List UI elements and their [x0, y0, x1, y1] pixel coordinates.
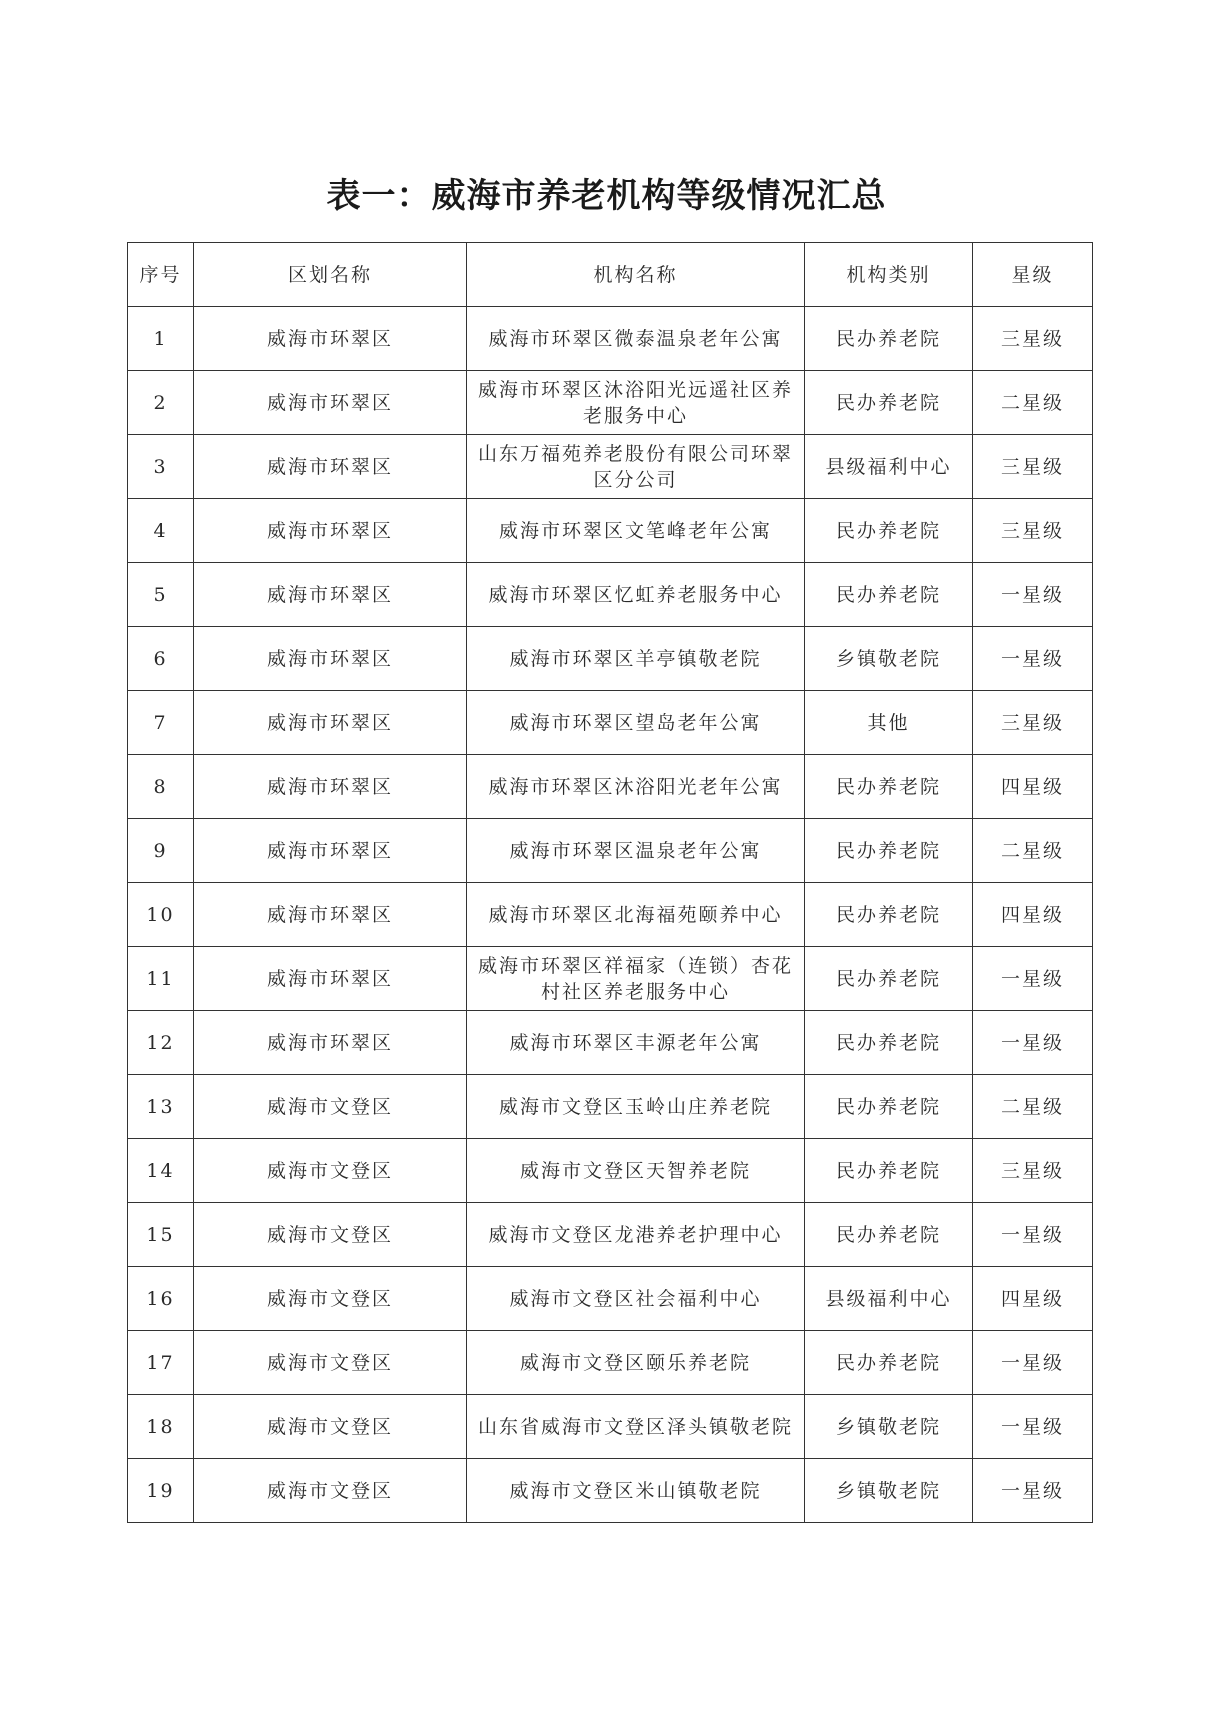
cell-region: 威海市文登区: [194, 1139, 467, 1203]
cell-no: 9: [128, 819, 194, 883]
cell-no: 14: [128, 1139, 194, 1203]
cell-level: 四星级: [973, 755, 1093, 819]
table-row: [128, 307, 1093, 371]
cell-level: 三星级: [973, 1139, 1093, 1203]
cell-name: 威海市环翠区忆虹养老服务中心: [467, 563, 805, 627]
cell-type: 县级福利中心: [805, 1267, 973, 1331]
cell-name: 威海市文登区社会福利中心: [467, 1267, 805, 1331]
cell-level: 一星级: [973, 947, 1093, 1011]
cell-level: 四星级: [973, 1267, 1093, 1331]
cell-type: 县级福利中心: [805, 435, 973, 499]
cell-level: 一星级: [973, 627, 1093, 691]
cell-region: 威海市文登区: [194, 1459, 467, 1523]
cell-level: 二星级: [973, 371, 1093, 435]
institution-table: [127, 242, 1093, 1523]
cell-no: 16: [128, 1267, 194, 1331]
cell-region: 威海市环翠区: [194, 499, 467, 563]
cell-region: 威海市环翠区: [194, 755, 467, 819]
cell-level: 四星级: [973, 883, 1093, 947]
table-row: [128, 627, 1093, 691]
cell-level: 三星级: [973, 307, 1093, 371]
cell-name: 山东万福苑养老股份有限公司环翠区分公司: [467, 435, 805, 499]
cell-no: 7: [128, 691, 194, 755]
cell-name: 山东省威海市文登区泽头镇敬老院: [467, 1395, 805, 1459]
cell-level: 三星级: [973, 691, 1093, 755]
cell-type: 民办养老院: [805, 819, 973, 883]
cell-region: 威海市环翠区: [194, 435, 467, 499]
cell-level: 一星级: [973, 563, 1093, 627]
table-row: [128, 1331, 1093, 1395]
cell-name: 威海市环翠区祥福家（连锁）杏花村社区养老服务中心: [467, 947, 805, 1011]
cell-name: 威海市环翠区微泰温泉老年公寓: [467, 307, 805, 371]
table-row: [128, 371, 1093, 435]
cell-type: 民办养老院: [805, 1139, 973, 1203]
cell-name: 威海市环翠区沐浴阳光老年公寓: [467, 755, 805, 819]
cell-region: 威海市环翠区: [194, 307, 467, 371]
cell-region: 威海市文登区: [194, 1075, 467, 1139]
cell-name: 威海市文登区玉岭山庄养老院: [467, 1075, 805, 1139]
header-level: 星级: [973, 243, 1093, 307]
cell-name: 威海市环翠区羊亭镇敬老院: [467, 627, 805, 691]
cell-name: 威海市文登区天智养老院: [467, 1139, 805, 1203]
cell-type: 乡镇敬老院: [805, 627, 973, 691]
cell-name: 威海市环翠区文笔峰老年公寓: [467, 499, 805, 563]
table-row: [128, 499, 1093, 563]
cell-type: 民办养老院: [805, 755, 973, 819]
cell-type: 乡镇敬老院: [805, 1459, 973, 1523]
cell-type: 民办养老院: [805, 307, 973, 371]
cell-type: 民办养老院: [805, 499, 973, 563]
cell-type: 民办养老院: [805, 563, 973, 627]
cell-level: 一星级: [973, 1395, 1093, 1459]
cell-level: 三星级: [973, 499, 1093, 563]
cell-region: 威海市环翠区: [194, 819, 467, 883]
cell-no: 8: [128, 755, 194, 819]
cell-region: 威海市环翠区: [194, 1011, 467, 1075]
header-name: 机构名称: [467, 243, 805, 307]
cell-region: 威海市环翠区: [194, 563, 467, 627]
cell-type: 乡镇敬老院: [805, 1395, 973, 1459]
table-row: [128, 947, 1093, 1011]
cell-no: 10: [128, 883, 194, 947]
cell-no: 5: [128, 563, 194, 627]
table-row: [128, 883, 1093, 947]
cell-level: 三星级: [973, 435, 1093, 499]
table-row: [128, 563, 1093, 627]
cell-name: 威海市文登区米山镇敬老院: [467, 1459, 805, 1523]
table-row: [128, 691, 1093, 755]
cell-no: 15: [128, 1203, 194, 1267]
cell-level: 一星级: [973, 1203, 1093, 1267]
cell-no: 19: [128, 1459, 194, 1523]
cell-region: 威海市环翠区: [194, 627, 467, 691]
cell-name: 威海市环翠区望岛老年公寓: [467, 691, 805, 755]
cell-name: 威海市文登区颐乐养老院: [467, 1331, 805, 1395]
header-region: 区划名称: [194, 243, 467, 307]
table-row: [128, 755, 1093, 819]
cell-no: 4: [128, 499, 194, 563]
cell-type: 民办养老院: [805, 1203, 973, 1267]
table-row: [128, 1139, 1093, 1203]
cell-type: 民办养老院: [805, 1075, 973, 1139]
cell-no: 3: [128, 435, 194, 499]
table-row: [128, 1267, 1093, 1331]
cell-name: 威海市环翠区沐浴阳光远遥社区养老服务中心: [467, 371, 805, 435]
cell-region: 威海市环翠区: [194, 883, 467, 947]
cell-region: 威海市环翠区: [194, 691, 467, 755]
cell-no: 6: [128, 627, 194, 691]
table-row: [128, 1203, 1093, 1267]
table-row: [128, 1395, 1093, 1459]
cell-region: 威海市文登区: [194, 1395, 467, 1459]
cell-region: 威海市文登区: [194, 1203, 467, 1267]
table-row: [128, 435, 1093, 499]
cell-name: 威海市文登区龙港养老护理中心: [467, 1203, 805, 1267]
cell-type: 民办养老院: [805, 1331, 973, 1395]
table-row: [128, 1011, 1093, 1075]
cell-type: 民办养老院: [805, 947, 973, 1011]
cell-level: 一星级: [973, 1459, 1093, 1523]
cell-region: 威海市环翠区: [194, 947, 467, 1011]
table-row: [128, 819, 1093, 883]
cell-type: 其他: [805, 691, 973, 755]
cell-no: 18: [128, 1395, 194, 1459]
cell-type: 民办养老院: [805, 371, 973, 435]
cell-name: 威海市环翠区北海福苑颐养中心: [467, 883, 805, 947]
table-row: [128, 1075, 1093, 1139]
page-title: 表一：威海市养老机构等级情况汇总: [326, 175, 887, 216]
cell-type: 民办养老院: [805, 1011, 973, 1075]
cell-level: 二星级: [973, 819, 1093, 883]
cell-no: 17: [128, 1331, 194, 1395]
header-no: 序号: [128, 243, 194, 307]
cell-no: 1: [128, 307, 194, 371]
cell-type: 民办养老院: [805, 883, 973, 947]
header-type: 机构类别: [805, 243, 973, 307]
table-body: [128, 307, 1093, 1523]
cell-no: 13: [128, 1075, 194, 1139]
cell-no: 2: [128, 371, 194, 435]
cell-name: 威海市环翠区丰源老年公寓: [467, 1011, 805, 1075]
cell-region: 威海市文登区: [194, 1267, 467, 1331]
cell-name: 威海市环翠区温泉老年公寓: [467, 819, 805, 883]
cell-region: 威海市文登区: [194, 1331, 467, 1395]
cell-no: 11: [128, 947, 194, 1011]
table-row: [128, 1459, 1093, 1523]
cell-no: 12: [128, 1011, 194, 1075]
table-header-row: [128, 243, 1093, 307]
cell-level: 一星级: [973, 1331, 1093, 1395]
cell-level: 二星级: [973, 1075, 1093, 1139]
cell-level: 一星级: [973, 1011, 1093, 1075]
cell-region: 威海市环翠区: [194, 371, 467, 435]
